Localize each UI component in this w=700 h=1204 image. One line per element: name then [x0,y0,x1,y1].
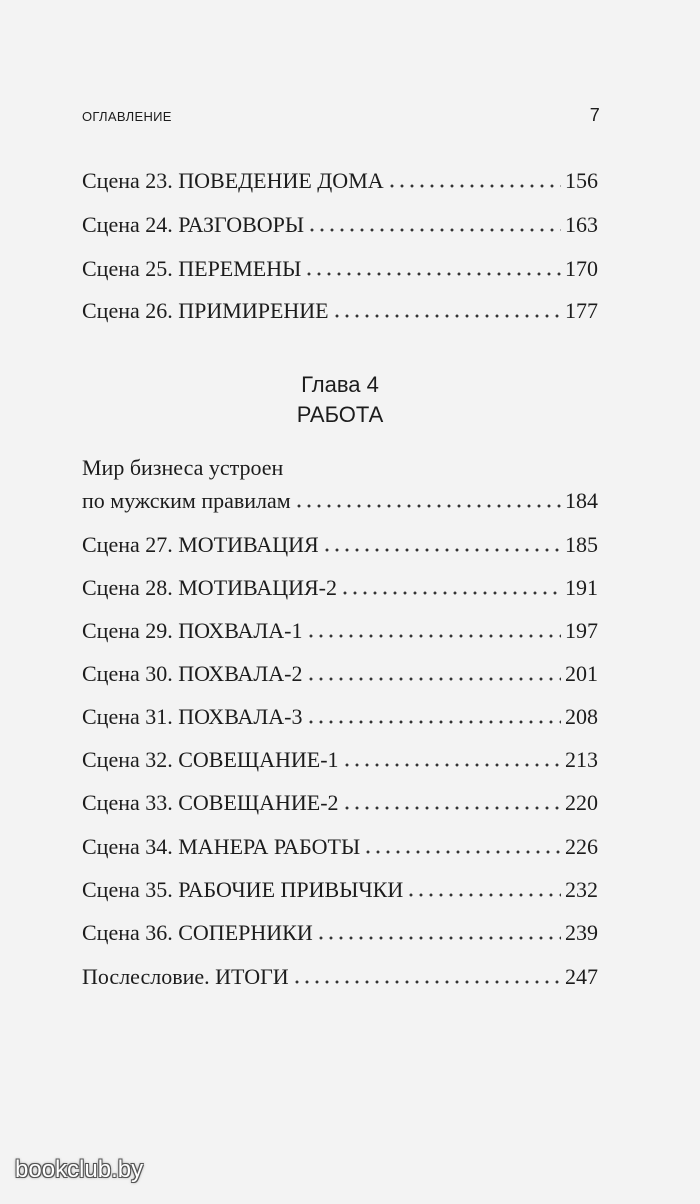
toc-entry [82,168,598,194]
toc-entry [82,790,598,816]
toc-entry-label: Сцена 23. ПОВЕДЕНИЕ ДОМА [82,168,384,193]
dot-leader [307,227,561,233]
toc-entry [82,920,598,946]
toc-entry-page: 185 [565,532,598,557]
toc-entry-page: 197 [565,618,598,643]
toc-entry-page: 239 [565,920,598,945]
toc-entry [82,256,598,282]
chapter-number: Глава 4 [301,372,379,397]
dot-leader [306,676,561,682]
toc-entry-first-line: Мир бизнеса устроен [82,455,284,480]
dot-leader [306,719,561,725]
toc-entry-page: 201 [565,661,598,686]
toc-entry [82,704,598,730]
toc-entry-label: Сцена 33. СОВЕЩАНИЕ-2 [82,790,339,815]
toc-entry-page: 247 [565,964,598,989]
toc-entry-page: 220 [565,790,598,815]
toc-entry-page: 191 [565,575,598,600]
toc-entry-label: Сцена 35. РАБОЧИЕ ПРИВЫЧКИ [82,877,404,902]
toc-entry [82,618,598,644]
toc-entry-page: 156 [565,168,598,193]
toc-entry-page: 232 [565,877,598,902]
toc-entry-page: 184 [565,488,598,513]
toc-entry-label: Послесловие. ИТОГИ [82,964,289,989]
toc-entry-page: 226 [565,834,598,859]
toc-entry [82,532,598,558]
watermark: bookclub.by [15,1156,144,1183]
toc-entry [82,212,598,238]
toc-entry-label: Сцена 24. РАЗГОВОРЫ [82,212,305,237]
dot-leader [406,892,561,898]
toc-entry [82,661,598,687]
running-head-title: ОГЛАВЛЕНИЕ [82,109,172,124]
toc-entry [82,834,598,860]
toc-entry-page: 163 [565,212,598,237]
toc-entry-label: Сцена 31. ПОХВАЛА-3 [82,704,303,729]
toc-entry [82,298,598,324]
toc-entry-label: Сцена 28. МОТИВАЦИЯ-2 [82,575,337,600]
toc-entry-page: 213 [565,747,598,772]
dot-leader [342,805,561,811]
toc-entry-label: по мужским правилам [82,488,291,513]
toc-entry-label: Сцена 34. МАНЕРА РАБОТЫ [82,834,361,859]
toc-entry-label: Сцена 27. МОТИВАЦИЯ [82,532,319,557]
toc-entry-label: Сцена 29. ПОХВАЛА-1 [82,618,303,643]
dot-leader [332,313,561,319]
running-head [82,107,600,129]
toc-entry [82,964,598,990]
toc-entry [82,488,598,514]
chapter-title: РАБОТА [296,402,384,427]
dot-leader [316,935,561,941]
toc-entry-label: Сцена 30. ПОХВАЛА-2 [82,661,303,686]
dot-leader [306,633,561,639]
dot-leader [340,590,561,596]
toc-entry-label: Сцена 25. ПЕРЕМЕНЫ [82,256,302,281]
toc-entry [82,877,598,903]
dot-leader [342,762,561,768]
dot-leader [292,979,561,985]
toc-entry-label: Сцена 26. ПРИМИРЕНИЕ [82,298,329,323]
toc-entry [82,575,598,601]
dot-leader [363,849,561,855]
toc-entry-label: Сцена 32. СОВЕЩАНИЕ-1 [82,747,339,772]
toc-entry-page: 208 [565,704,598,729]
toc-entry [82,747,598,773]
toc-entry-label: Сцена 36. СОПЕРНИКИ [82,920,313,945]
chapter-heading [82,370,598,430]
dot-leader [322,547,561,553]
dot-leader [304,271,561,277]
toc-entry-page: 170 [565,256,598,281]
toc-entry-page: 177 [565,298,598,323]
running-head-page-number: 7 [589,105,600,125]
dot-leader [294,503,561,509]
dot-leader [387,183,561,189]
